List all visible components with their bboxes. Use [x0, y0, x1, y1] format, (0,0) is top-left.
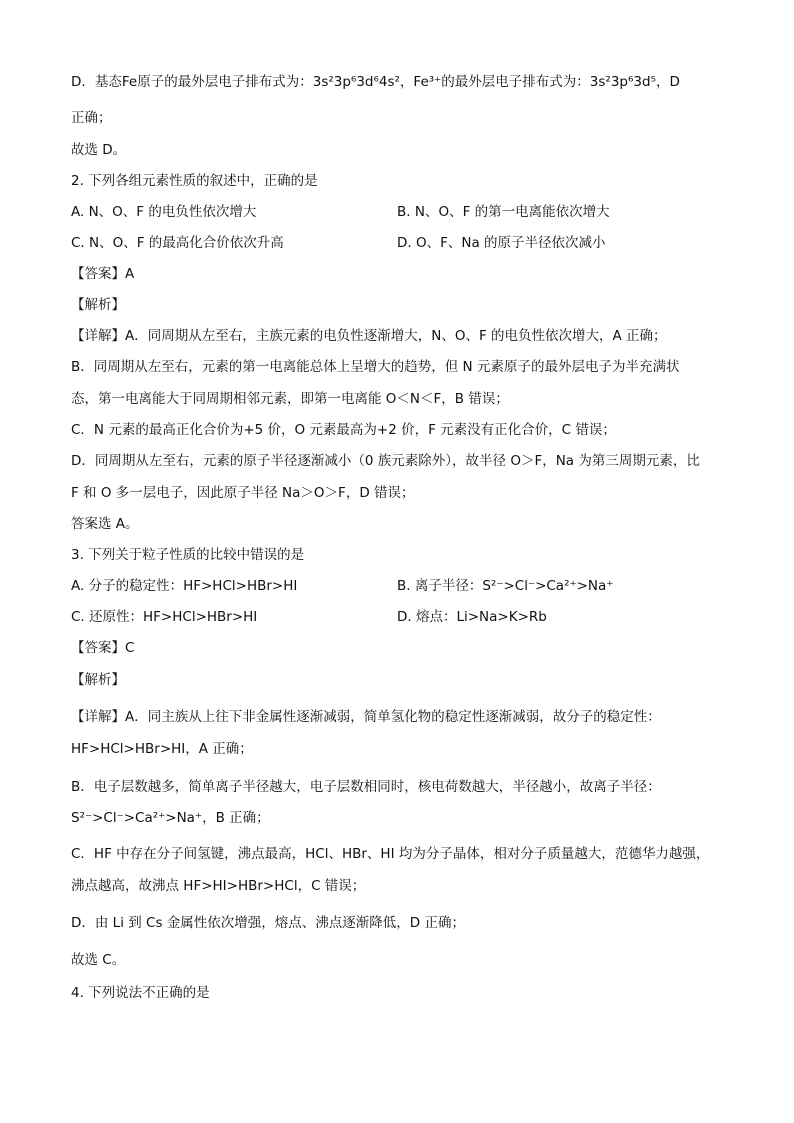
q2-option-a: A. N、O、F 的电负性依次增大 — [71, 204, 257, 220]
q2-detail-d-line2: F 和 O 多一层电子，因此原子半径 Na＞O＞F，D 错误； — [71, 485, 415, 501]
q2-answer: 【答案】A — [71, 266, 135, 282]
q3-option-b: B. 离子半径：S²⁻>Cl⁻>Ca²⁺>Na⁺ — [397, 578, 614, 594]
q3-option-c: C. 还原性：HF>HCl>HBr>HI — [71, 609, 258, 625]
q2-analysis-label: 【解析】 — [71, 297, 125, 313]
q3-conclusion: 故选 C。 — [71, 952, 126, 968]
q1-option-d-line2: 正确； — [71, 110, 112, 126]
q1-conclusion: 故选 D。 — [71, 142, 127, 158]
q3-detail-d: D．由 Li 到 Cs 金属性依次增强，熔点、沸点逐渐降低，D 正确； — [71, 915, 465, 931]
q2-detail-c: C．N 元素的最高正化合价为+5 价，O 元素最高为+2 价，F 元素没有正化合价，C 错误； — [71, 422, 616, 438]
q2-option-c: C. N、O、F 的最高化合价依次升高 — [71, 235, 284, 251]
q3-detail-a-line1: 【详解】A．同主族从上往下非金属性逐渐减弱，简单氢化物的稳定性逐渐减弱，故分子的稳定性： — [71, 709, 661, 725]
q3-detail-c-line1: C．HF 中存在分子间氢键，沸点最高，HCl、HBr、HI 均为分子晶体，相对分子质量越大，范德华力越强， — [71, 846, 710, 862]
q2-detail-b-line1: B．同周期从左至右，元素的第一电离能总体上呈增大的趋势，但 N 元素原子的最外层电子为半充满状 — [71, 359, 680, 375]
q2-option-d: D. O、F、Na 的原子半径依次减小 — [397, 235, 606, 251]
q2-detail-a: 【详解】A．同周期从左至右，主族元素的电负性逐渐增大，N、O、F 的电负性依次增大，A 正确； — [71, 328, 667, 344]
q3-answer: 【答案】C — [71, 640, 135, 656]
q4-stem: 4. 下列说法不正确的是 — [71, 985, 210, 1001]
q3-option-d: D. 熔点：Li>Na>K>Rb — [397, 609, 547, 625]
q2-detail-b-line2: 态，第一电离能大于同周期相邻元素，即第一电离能 O＜N＜F，B 错误； — [71, 391, 509, 407]
q2-detail-d-line1: D．同周期从左至右，元素的原子半径逐渐减小（0 族元素除外），故半径 O＞F，Na 为第三周期元素，比 — [71, 453, 700, 469]
q3-detail-c-line2: 沸点越高，故沸点 HF>HI>HBr>HCl，C 错误； — [71, 878, 366, 894]
q2-conclusion: 答案选 A。 — [71, 516, 139, 532]
q2-stem: 2. 下列各组元素性质的叙述中，正确的是 — [71, 173, 318, 189]
q3-detail-b-line1: B．电子层数越多，简单离子半径越大，电子层数相同时，核电荷数越大，半径越小，故离子半径： — [71, 779, 661, 795]
q3-detail-b-line2: S²⁻>Cl⁻>Ca²⁺>Na⁺，B 正确； — [71, 810, 270, 826]
q3-option-a: A. 分子的稳定性：HF>HCl>HBr>HI — [71, 578, 298, 594]
q3-stem: 3. 下列关于粒子性质的比较中错误的是 — [71, 547, 305, 563]
q3-analysis-label: 【解析】 — [71, 672, 125, 688]
q1-option-d-line1: D．基态Fe原子的最外层电子排布式为：3s²3p⁶3d⁶4s²，Fe³⁺的最外层电子排布式为：3s²3p⁶3d⁵，D — [71, 74, 680, 90]
q2-option-b: B. N、O、F 的第一电离能依次增大 — [397, 204, 610, 220]
q3-detail-a-line2: HF>HCl>HBr>HI，A 正确； — [71, 741, 253, 757]
